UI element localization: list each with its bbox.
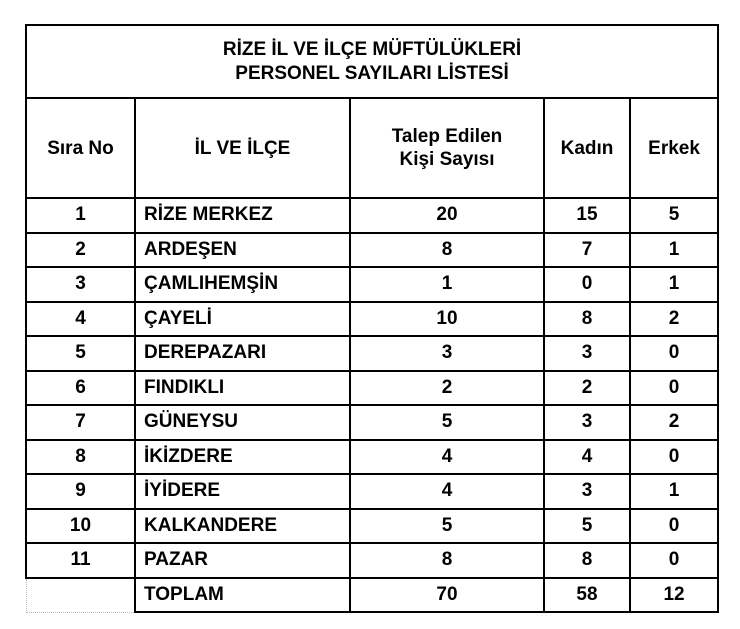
cell-name: RİZE MERKEZ — [135, 198, 350, 233]
cell-name: FINDIKLI — [135, 371, 350, 406]
total-empty-cell — [26, 578, 135, 613]
cell-no: 7 — [26, 405, 135, 440]
cell-name: İKİZDERE — [135, 440, 350, 475]
table-row — [26, 543, 718, 578]
cell-erkek: 2 — [630, 302, 718, 337]
header-talep — [350, 98, 544, 198]
cell-erkek: 0 — [630, 336, 718, 371]
cell-name: PAZAR — [135, 543, 350, 578]
header-erkek: Erkek — [630, 98, 718, 198]
cell-no: 6 — [26, 371, 135, 406]
table-row — [26, 302, 718, 337]
table-row — [26, 233, 718, 268]
title-row — [26, 25, 718, 98]
table-body — [26, 25, 718, 612]
total-talep: 70 — [350, 578, 544, 613]
title-line-1: RİZE İL VE İLÇE MÜFTÜLÜKLERİ — [222, 38, 522, 60]
cell-erkek: 0 — [630, 543, 718, 578]
cell-kadin: 3 — [544, 474, 630, 509]
cell-no: 11 — [26, 543, 135, 578]
cell-no: 3 — [26, 267, 135, 302]
cell-kadin: 15 — [544, 198, 630, 233]
table-row — [26, 474, 718, 509]
total-kadin: 58 — [544, 578, 630, 613]
table-row — [26, 405, 718, 440]
cell-erkek: 2 — [630, 405, 718, 440]
table-row — [26, 336, 718, 371]
cell-name: ÇAMLIHEMŞİN — [135, 267, 350, 302]
cell-talep: 4 — [350, 474, 544, 509]
header-sira-no: Sıra No — [26, 98, 135, 198]
total-row — [26, 578, 718, 613]
cell-no: 4 — [26, 302, 135, 337]
header-talep-line-1: Talep Edilen — [391, 126, 503, 147]
cell-kadin: 8 — [544, 543, 630, 578]
header-il-ilce: İL VE İLÇE — [135, 98, 350, 198]
cell-erkek: 0 — [630, 371, 718, 406]
table-row — [26, 198, 718, 233]
cell-talep: 4 — [350, 440, 544, 475]
cell-kadin: 5 — [544, 509, 630, 544]
cell-kadin: 8 — [544, 302, 630, 337]
title-line-2: PERSONEL SAYILARI LİSTESİ — [235, 62, 509, 84]
cell-kadin: 2 — [544, 371, 630, 406]
cell-no: 9 — [26, 474, 135, 509]
header-talep-line-2: Kişi Sayısı — [399, 149, 495, 170]
table-row — [26, 509, 718, 544]
cell-name: DEREPAZARI — [135, 336, 350, 371]
personnel-table — [25, 24, 719, 613]
cell-no: 10 — [26, 509, 135, 544]
cell-no: 2 — [26, 233, 135, 268]
cell-no: 5 — [26, 336, 135, 371]
cell-no: 1 — [26, 198, 135, 233]
cell-erkek: 1 — [630, 474, 718, 509]
cell-erkek: 0 — [630, 509, 718, 544]
cell-talep: 3 — [350, 336, 544, 371]
cell-talep: 8 — [350, 543, 544, 578]
table-row — [26, 371, 718, 406]
cell-talep: 8 — [350, 233, 544, 268]
table-title — [26, 25, 718, 98]
cell-erkek: 0 — [630, 440, 718, 475]
cell-kadin: 0 — [544, 267, 630, 302]
header-row — [26, 98, 718, 198]
total-erkek: 12 — [630, 578, 718, 613]
cell-name: İYİDERE — [135, 474, 350, 509]
cell-talep: 1 — [350, 267, 544, 302]
cell-kadin: 4 — [544, 440, 630, 475]
cell-kadin: 7 — [544, 233, 630, 268]
cell-no: 8 — [26, 440, 135, 475]
cell-name: KALKANDERE — [135, 509, 350, 544]
cell-erkek: 1 — [630, 267, 718, 302]
cell-talep: 5 — [350, 509, 544, 544]
header-kadin: Kadın — [544, 98, 630, 198]
total-label: TOPLAM — [135, 578, 350, 613]
cell-kadin: 3 — [544, 336, 630, 371]
cell-talep: 2 — [350, 371, 544, 406]
cell-name: ARDEŞEN — [135, 233, 350, 268]
cell-erkek: 1 — [630, 233, 718, 268]
cell-name: ÇAYELİ — [135, 302, 350, 337]
cell-talep: 5 — [350, 405, 544, 440]
cell-name: GÜNEYSU — [135, 405, 350, 440]
table-row — [26, 440, 718, 475]
cell-erkek: 5 — [630, 198, 718, 233]
cell-kadin: 3 — [544, 405, 630, 440]
cell-talep: 10 — [350, 302, 544, 337]
cell-talep: 20 — [350, 198, 544, 233]
table-row — [26, 267, 718, 302]
